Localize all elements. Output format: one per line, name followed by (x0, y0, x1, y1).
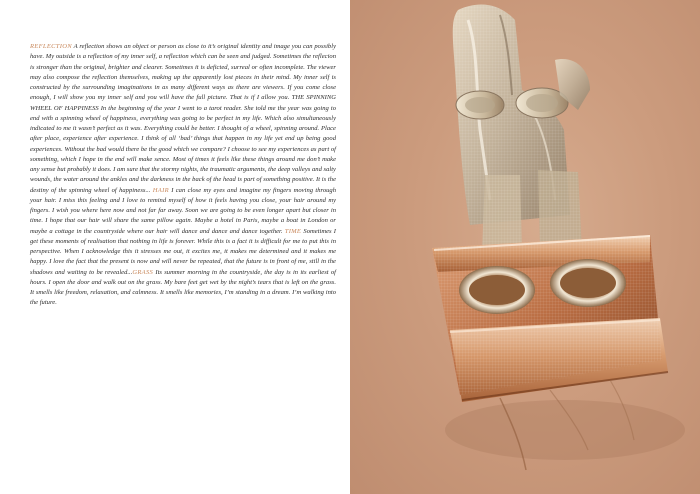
body-text (30, 42, 336, 309)
time-text: Sometimes I get these moments of realisation that nothing in life is forever. While this is a fact it is difficult for me to put this in perspective. When I acknowledge this it stresses me out, it excites me, it makes me determined and it makes me happy. I love the fact that the present is now and will never be repeated, that the future is in front of me, still in the shadows and waiting to be revealed... (30, 227, 337, 276)
keyword-hair: HAIR (152, 186, 169, 194)
metal-mesh-sculpture-image (350, 0, 700, 494)
grass-text: Its summer morning in the countryside, the day is in its earliest of hours. I open the door and walk out on the grass. My bare feet get wet by the night’s tears that is left on the grass. It smells like freedom, relaxation, and calmness. It smells like memories, I’m standing in a dream. I’m walking into the future. (30, 268, 336, 307)
keyword-grass: GRASS (132, 268, 154, 276)
hair-text: I can close my eyes and imagine my fingers moving through your hair. I miss this feeling and I love to remind myself of how it feels having you close, your hair around my fingers. I wish you where here now and not far far away. Soon we are going to be even longer apart but closer in time. I hope that our hair will share the same pillow again. Maybe a hotel in Paris, maybe a boat in London or maybe a cottage in the countryside where our hair will dance and dance and dance together. (30, 186, 336, 235)
keyword-time: TIME (284, 227, 302, 235)
sculpture-photo (350, 0, 700, 494)
spinning-wheel-text: THE SPINNING WHEEL OF HAPPINESS In the beginning of the year I went to a tarot reader. She told me the year was going to end with a spinning wheel of happiness, everything was going to be perfect in my life. Which also simultaneously indicated to me it wasn’t perfect as it was. Everything could be better. I thought of a wheel, spinning around. Place after place, experience after experience. I think of all ‘bad’ things that happen in my life yet end up being good experiences. Without the bad would there be the good which we compare? I choose to see my experiences as part of something, which I hope in the end will make sence. Most of times it feels like these things around me don’t make any sense but probably it does. I am sure that the stormy nights, the traumatic arguments, the deep valleys and salty wounds, the water around the ankles and the darkness in the back of the head is part of something positive. It is the destiny of the spinning wheel of happiness... (30, 94, 336, 194)
keyword-reflection: REFLECTION (30, 43, 72, 50)
reflection-text: A reflection shows an object or person as close to it’s original identity and image you can possibly have. My outside is a reflection of my inner self, a reflection which can be seen and judged. Sometimes the reflecion is stronger than the original, brighter and clearer. Sometimes it is deficted, surreal or often incomplete. The viewer may also compose the reflection themselves, making up the apparently lost pieces in their mind. My inner self is constructed by the surrounding imaginations in as many different ways as there are viewers. If you come close enough, I will show you my inner self and you will have the full picture. That is if I allow you. (30, 43, 336, 102)
